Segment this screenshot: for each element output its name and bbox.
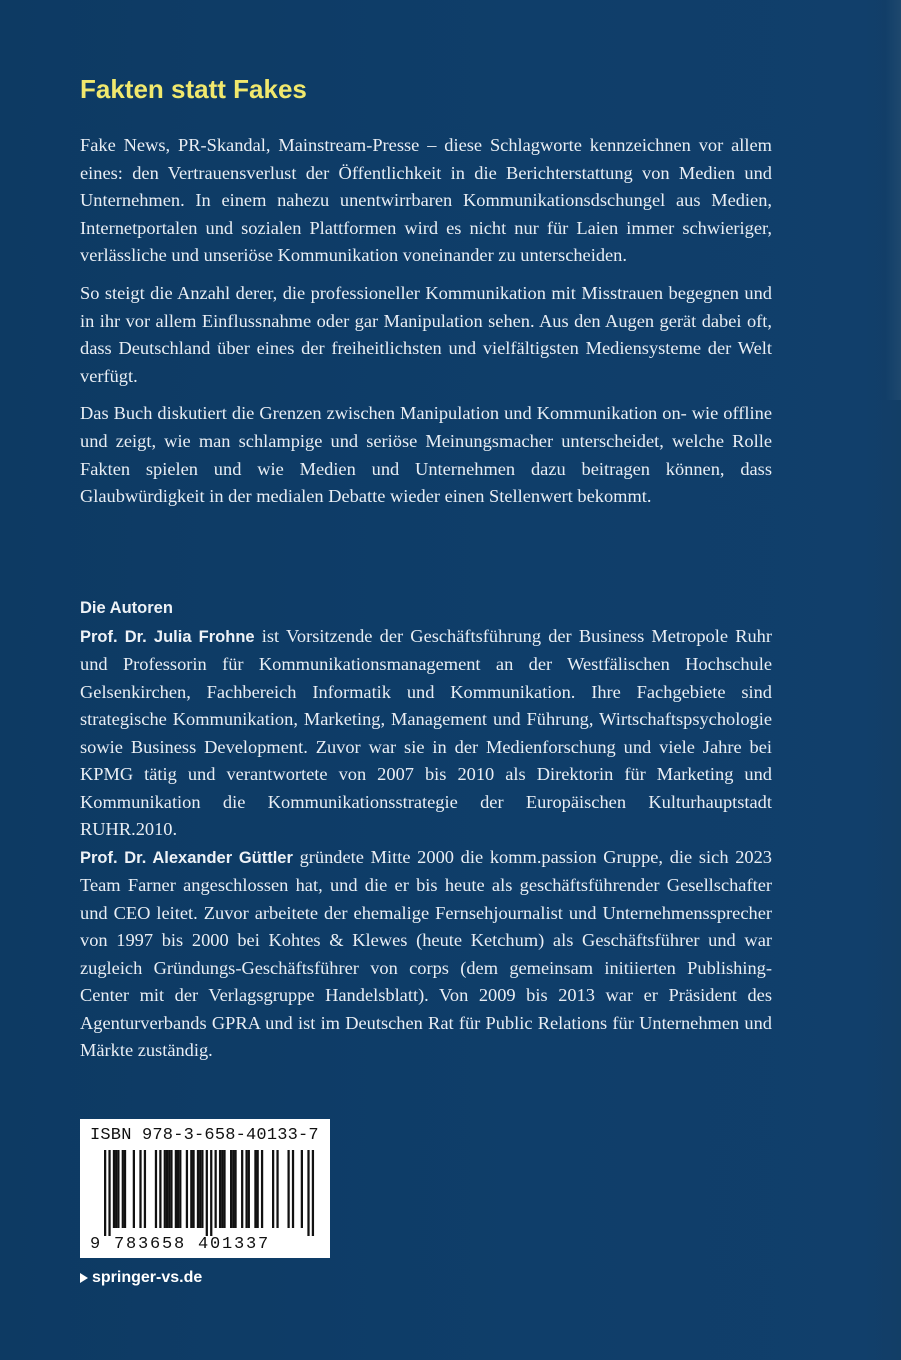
barcode-bar [234,1150,236,1228]
publisher-link[interactable] [80,1268,202,1288]
barcode-bar [223,1150,225,1228]
author-bio-1 [80,623,772,844]
barcode-bar [159,1150,161,1228]
barcode-bar [272,1150,274,1228]
barcode-bar [230,1150,232,1228]
ean-digits: 9 783658 401337 [90,1235,271,1254]
barcode-bar [139,1150,141,1228]
barcode-bar [117,1150,119,1228]
barcode-bar [170,1150,172,1228]
barcode-bar [199,1150,201,1228]
barcode-bar [312,1150,314,1236]
barcode-bar [166,1150,168,1228]
barcode-bar [221,1150,223,1228]
barcode-bar [133,1150,135,1228]
barcode-bar [197,1150,199,1228]
publisher-url: springer-vs.de [92,1269,203,1286]
barcode-bar [292,1150,294,1228]
author-bio-text-2: gründete Mitte 2000 die komm.passion Gruppe, die sich 2023 Team Farner angeschlossen hat, und die er bis heute als geschäftsführender Gesellschafter und CEO leitet. Zuvor arbeitete der ehemalige Fernsehjournalist und Unternehmenssprecher von 1997 bis 2000 bei Kohtes & Klewes (heute Ketchum) als Geschäftsführer und war zugleich Gründungs-Geschäftsführer von corps (dem gemeinsam initiierten Publishing-Center mit der Verlagsgruppe Handelsblatt). Von 2009 bis 2013 war er Präsident des Agenturverbands GPRA und ist im Deutschen Rat für Public Relations für Unternehmen und Märkte zuständig. [80,846,772,1060]
barcode-bar [124,1150,126,1228]
barcode-bar [210,1150,212,1236]
author-name-1: Prof. Dr. Julia Frohne [80,627,255,646]
barcode-bar [201,1150,203,1228]
barcode-bar [301,1150,303,1228]
barcode-bar [276,1150,278,1228]
barcode-bar [155,1150,157,1228]
barcode-bar [177,1150,179,1228]
isbn-barcode [80,1119,330,1258]
barcode-bar [168,1150,170,1228]
barcode-bar [215,1150,217,1228]
barcode-bars [90,1150,320,1238]
barcode-bar [104,1150,106,1236]
barcode-bar [179,1150,181,1228]
author-bio-text-1: ist Vorsitzende der Geschäftsführung der Business Metropole Ruhr und Professorin für Kommunikationsmanagement an der Westfälischen Hochschule Gelsenkirchen, Fachbereich Informatik und Kommunikation. Ihre Fachgebiete sind strategische Kommunikation, Marketing, Management und Führung, Wirtschaftspsychologie sowie Business Development. Zuvor war sie in der Medienforschung und viele Jahre bei KPMG tätig und verantwortete von 2007 bis 2010 als Direktorin für Marketing und Kommunikation die Kommunikationsstrategie der Europäischen Kulturhauptstadt RUHR.2010. [80,625,772,839]
barcode-bar [186,1150,188,1228]
arrow-right-icon [80,1273,88,1283]
barcode-bar [115,1150,117,1228]
author-name-2: Prof. Dr. Alexander Güttler [80,848,293,867]
isbn-label: ISBN 978-3-658-40133-7 [90,1126,319,1145]
barcode-bar [219,1150,221,1228]
barcode-bar [232,1150,234,1228]
barcode-bar [248,1150,250,1228]
barcode-bar [257,1150,259,1228]
book-title: Fakten statt Fakes [80,74,307,104]
authors-heading: Die Autoren [80,599,173,617]
blurb-paragraph-2: So steigt die Anzahl derer, die professioneller Kommunikation mit Misstrauen begegnen und in ihr vor allem Einflussnahme oder gar Manipulation sehen. Aus den Augen gerät dabei oft, dass Deutschland über eines der freiheitlichsten und vielfältigsten Mediensysteme der Welt verfügt. [80,282,772,386]
barcode-bar [245,1150,247,1228]
barcode-bar [192,1150,194,1228]
barcode-bar [144,1150,146,1228]
barcode-bar [175,1150,177,1228]
barcode-bar [164,1150,166,1228]
blurb-paragraph-3: Das Buch diskutiert die Grenzen zwischen Manipulation und Kommunikation on- wie offline und zeigt, wie man schlampige und seriöse Meinungsmacher unterscheidet, welche Rolle Fakten spielen und wie Medien und Unternehmen dazu beitragen können, dass Glaubwürdigkeit in der medialen Debatte wieder einen Stellenwert bekommt. [80,403,772,507]
barcode-bar [206,1150,208,1236]
barcode-bar [113,1150,115,1228]
barcode-bar [254,1150,256,1228]
author-bio-2 [80,844,772,1065]
barcode-bar [287,1150,289,1228]
blurb-paragraph-1: Fake News, PR-Skandal, Mainstream-Presse – diese Schlagworte kennzeichnen vor allem eines: den Vertrauensverlust der Öffentlichkeit in die Berichterstattung von Medien und Unternehmen. In einem nahezu unentwirrbaren Kommunikationsdschungel aus Medien, Internetportalen und sozialen Plattformen wird es nicht nur für Laien immer schwieriger, verlässliche und unseriöse Kommunikation voneinander zu unterscheiden. [80,135,772,266]
barcode-bar [261,1150,263,1228]
authors-section [80,595,772,1065]
barcode-bar [108,1150,110,1236]
barcode-bar [307,1150,309,1236]
barcode-bar [122,1150,124,1228]
blurb [80,132,772,521]
barcode-bar [241,1150,243,1228]
spine-edge [885,0,901,400]
barcode-bar [190,1150,192,1228]
